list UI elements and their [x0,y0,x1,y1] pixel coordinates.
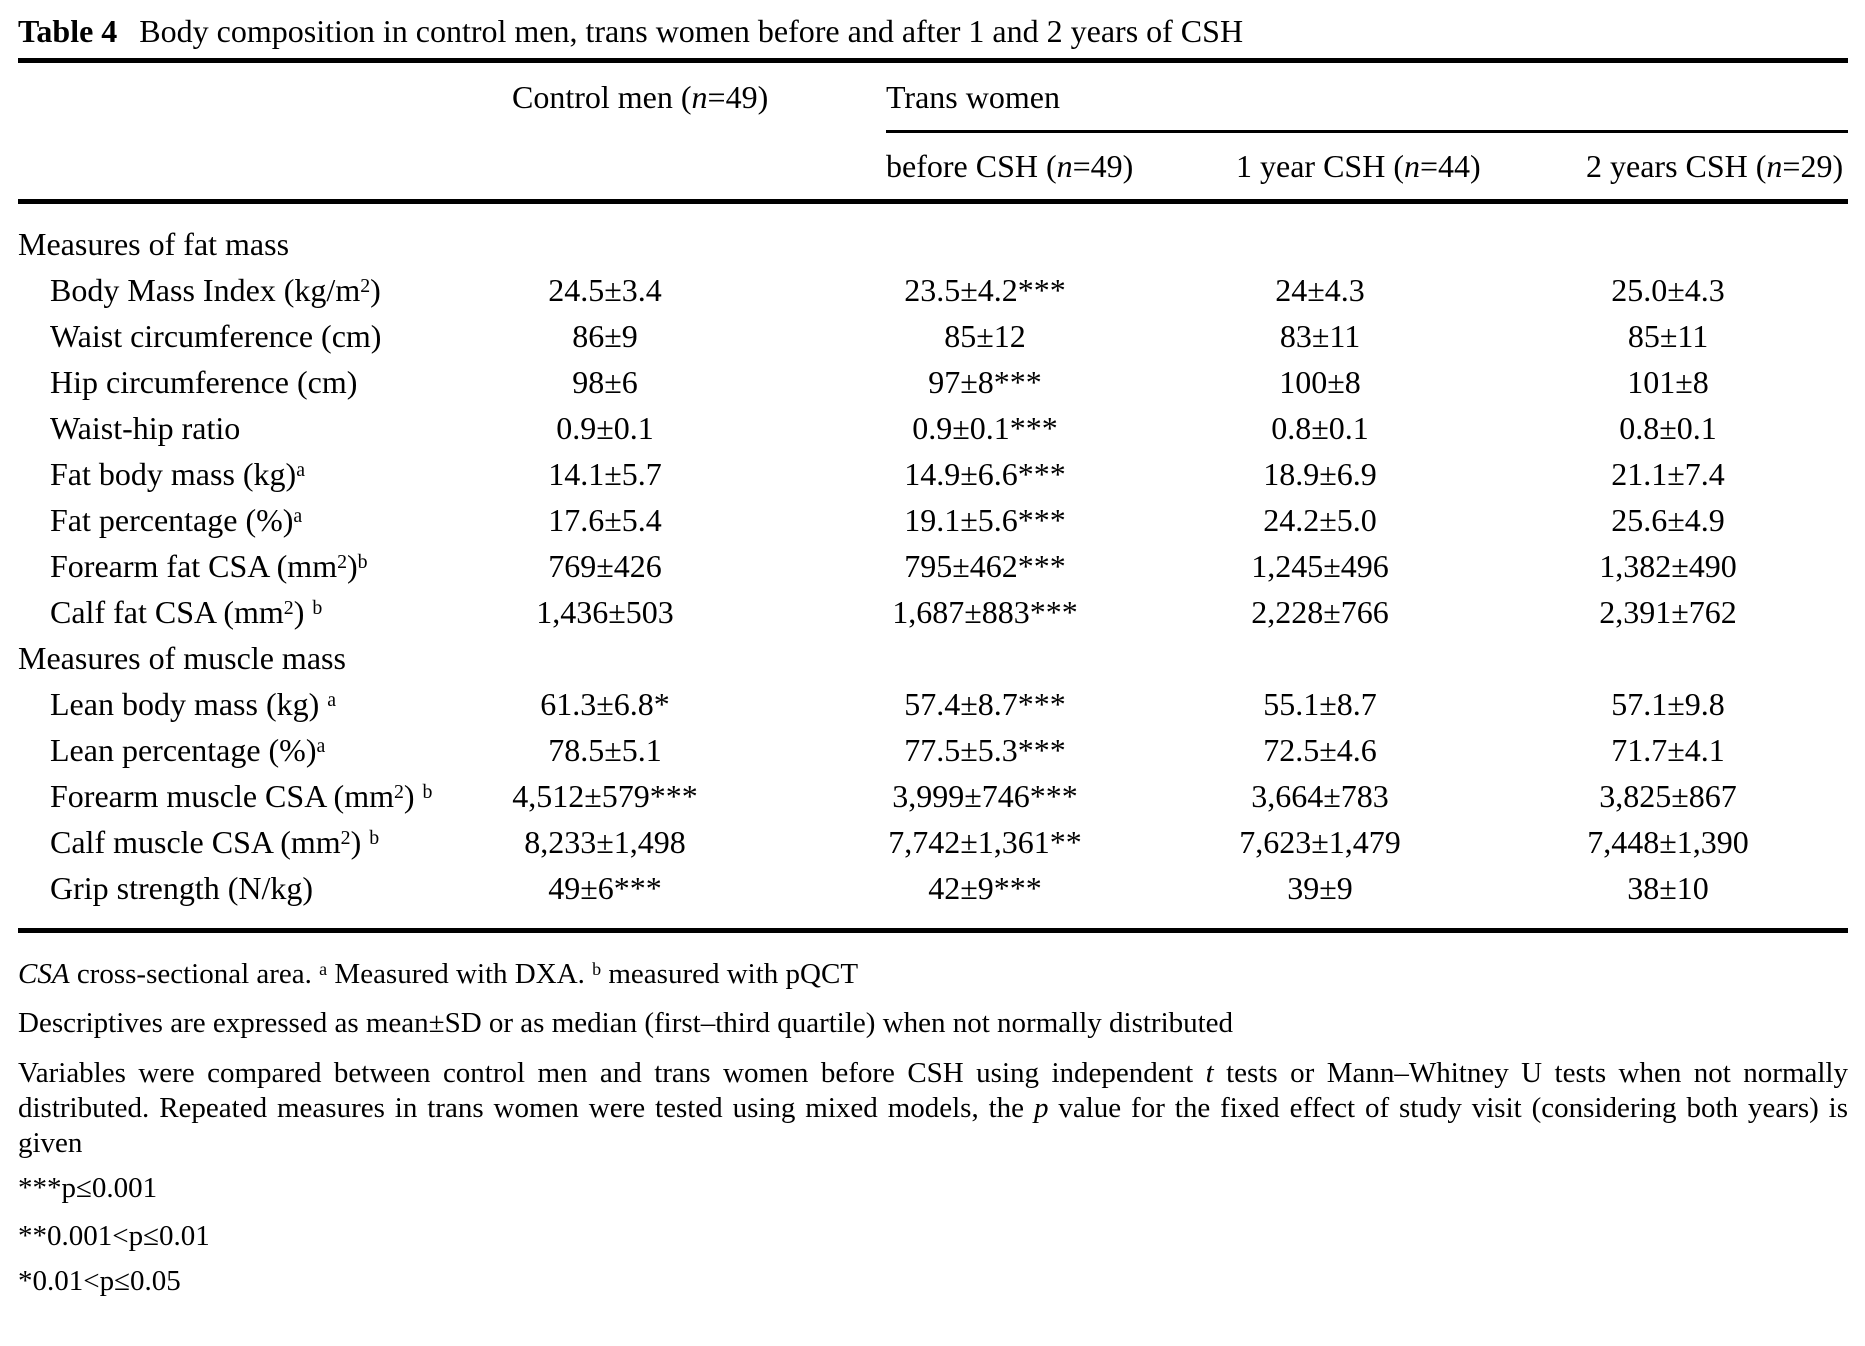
value-before-csh: 0.9±0.1*** [912,410,1058,446]
value-2-years-csh: 85±11 [1627,318,1709,354]
value-2-years-csh: 25.6±4.9 [1611,502,1725,538]
value-2-years-csh: 57.1±9.8 [1611,686,1725,722]
row-label: Measures of fat mass [18,226,290,262]
row-label: Body Mass Index $(kg/m^2)$ [50,272,381,308]
table-row [18,543,1848,589]
row-label: Waist circumference (cm) [50,318,382,354]
value-2-years-csh: 7,448±1,390 [1587,824,1749,860]
significance-line-p01: **0.001<p≤0.01 [18,1220,210,1252]
value-before-csh: 3,999±746*** [892,778,1078,814]
value-2-years-csh: 71.7±4.1 [1611,732,1725,768]
value-2-years-csh: 1,382±490 [1599,548,1737,584]
value-1-year-csh [1236,635,1586,681]
value-control-men: 49±6*** [440,865,886,931]
header-spacer [440,132,886,202]
header-2-years-csh: 2 years CSH (n=29) [1586,132,1848,202]
value-1-year-csh: 100±8 [1279,364,1361,400]
value-before-csh: 77.5±5.3*** [904,732,1066,768]
value-control-men: 769±426 [548,548,662,584]
value-before-csh [886,635,1236,681]
value-1-year-csh: 1,245±496 [1251,548,1389,584]
value-1-year-csh: 18.9±6.9 [1263,456,1377,492]
table-row [18,313,1848,359]
value-before-csh: 7,742±1,361** [888,824,1082,860]
value-control-men: 14.1±5.7 [548,456,662,492]
value-1-year-csh: 83±11 [1279,318,1361,354]
value-2-years-csh: 21.1±7.4 [1611,456,1725,492]
table-body [18,202,1848,931]
row-label: Grip strength (N/kg) [18,865,440,931]
body-composition-table [18,58,1848,933]
row-label: Measures of muscle mass [18,640,346,676]
row-label: Fat body mass (kg)$^a$ [50,456,306,492]
value-before-csh: 42±9*** [886,865,1236,931]
value-control-men: 24.5±3.4 [548,272,662,308]
table-row [18,865,1848,931]
table-row [18,451,1848,497]
footnote-abbreviations: CSA cross-sectional area. $^a$ Measured with DXA. $^b$ measured with pQCT [18,958,859,990]
table-row [18,727,1848,773]
value-2-years-csh: 3,825±867 [1599,778,1737,814]
header-spacer [18,132,440,202]
table-row [18,681,1848,727]
value-control-men: 4,512±579*** [512,778,698,814]
value-1-year-csh: 24±4.3 [1275,272,1365,308]
table-row [18,819,1848,865]
value-before-csh: 23.5±4.2*** [904,272,1066,308]
value-before-csh: 19.1±5.6*** [904,502,1066,538]
value-before-csh: 14.9±6.6*** [904,456,1066,492]
value-2-years-csh: 2,391±762 [1599,594,1737,630]
header-before-csh: before CSH (n=49) [886,132,1236,202]
value-2-years-csh [1586,202,1848,268]
footnote-methods: Variables were compared between control men and trans women before CSH using independent t tests or Mann–Whitney U tests when not normally distributed. Repeated measures in trans women were tested using mixed models, the p value for the fixed effect of study visit (considering both years) is given [18,1057,1848,1159]
table-header [18,61,1848,202]
value-2-years-csh: 0.8±0.1 [1619,410,1717,446]
value-control-men: 8,233±1,498 [524,824,686,860]
value-1-year-csh: 2,228±766 [1251,594,1389,630]
table-row [18,589,1848,635]
header-control-men: Control men (n=49) [512,79,769,116]
table-row [18,635,1848,681]
value-control-men: 17.6±5.4 [548,502,662,538]
value-1-year-csh [1236,202,1586,268]
value-2-years-csh: 38±10 [1586,865,1848,931]
row-label: Calf fat CSA $(mm^2)$ $^b$ [50,594,323,630]
value-before-csh: 57.4±8.7*** [904,686,1066,722]
row-label: Lean percentage (%)$^a$ [50,732,326,768]
value-1-year-csh: 55.1±8.7 [1263,686,1377,722]
table-row [18,773,1848,819]
table-caption-label: Table 4 [18,13,118,49]
value-1-year-csh: 72.5±4.6 [1263,732,1377,768]
table-footnotes [18,957,1848,1299]
value-control-men [440,202,886,268]
value-control-men: 1,436±503 [536,594,674,630]
value-control-men: 78.5±5.1 [548,732,662,768]
row-label: Forearm muscle CSA $(mm^2)$ $^b$ [50,778,433,814]
value-2-years-csh [1586,635,1848,681]
value-1-year-csh: 39±9 [1236,865,1586,931]
value-1-year-csh: 24.2±5.0 [1263,502,1377,538]
significance-line-p001: ***p≤0.001 [18,1172,158,1204]
significance-line-p05: *0.01<p≤0.05 [18,1265,181,1297]
header-sub-row [18,132,1848,202]
row-label: Calf muscle CSA $(mm^2)$ $^b$ [50,824,380,860]
table-caption [18,13,1848,49]
table-row [18,405,1848,451]
value-before-csh: 1,687±883*** [892,594,1078,630]
value-control-men [440,635,886,681]
header-group-row [18,61,1848,132]
row-label: Waist-hip ratio [50,410,241,446]
value-1-year-csh: 7,623±1,479 [1239,824,1401,860]
row-label: Lean body mass (kg) $^a$ [50,686,337,722]
value-control-men: 0.9±0.1 [556,410,654,446]
value-1-year-csh: 0.8±0.1 [1271,410,1369,446]
table-row [18,497,1848,543]
header-1-year-csh: 1 year CSH (n=44) [1236,132,1586,202]
header-trans-women-group: Trans women [886,61,1848,132]
footnote-descriptives: Descriptives are expressed as mean±SD or as median (first–third quartile) when not normally distributed [18,1007,1234,1039]
row-label: Hip circumference (cm) [50,364,358,400]
value-before-csh: 795±462*** [904,548,1066,584]
value-control-men: 98±6 [572,364,638,400]
value-control-men: 86±9 [572,318,638,354]
value-1-year-csh: 3,664±783 [1251,778,1389,814]
table-row [18,202,1848,268]
table-caption-text: Body composition in control men, trans women before and after 1 and 2 years of CSH [139,13,1244,49]
value-before-csh: 97±8*** [928,364,1042,400]
row-label: Forearm fat CSA $(mm^2)^b$ [50,548,368,584]
row-label: Fat percentage (%)$^a$ [50,502,303,538]
table-row [18,359,1848,405]
value-control-men: 61.3±6.8* [540,686,670,722]
value-before-csh [886,202,1236,268]
table-row [18,267,1848,313]
value-2-years-csh: 25.0±4.3 [1611,272,1725,308]
value-2-years-csh: 101±8 [1627,364,1709,400]
header-spacer [18,61,440,132]
value-before-csh: 85±12 [944,318,1026,354]
